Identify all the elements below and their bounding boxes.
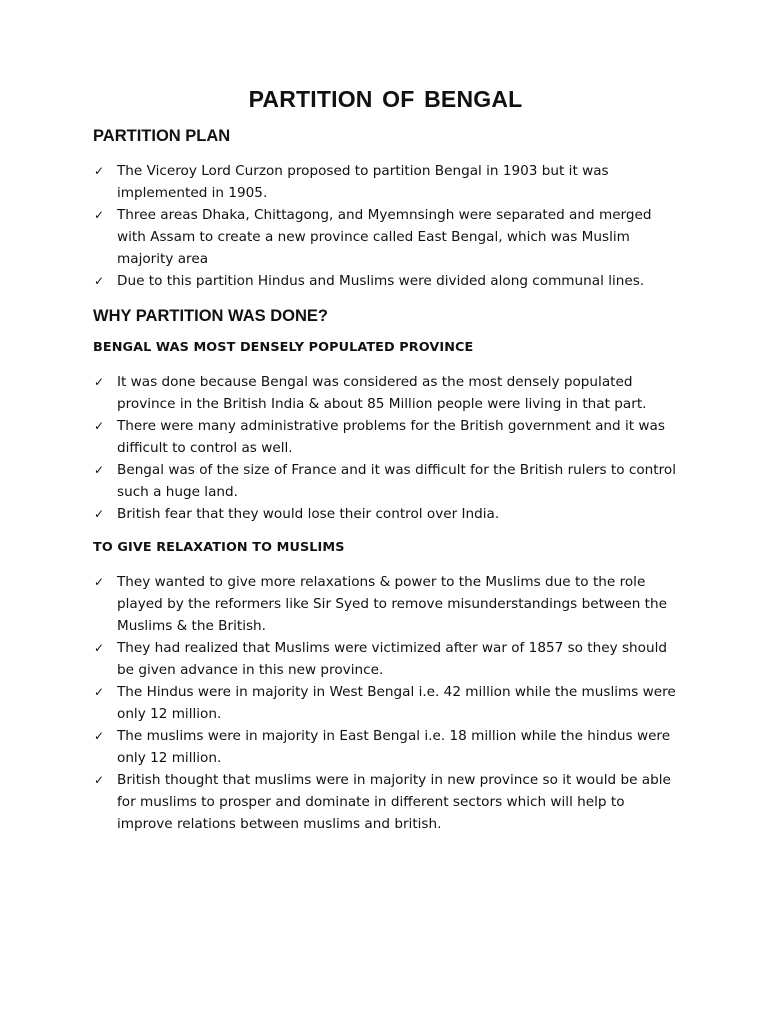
list-item: ✓ The Hindus were in majority in West Bengal i.e. 42 million while the muslims were only 12 million. <box>93 681 678 725</box>
section-heading-why-partition: WHY PARTITION WAS DONE? <box>93 307 328 325</box>
check-mark-icon: ✓ <box>94 375 105 389</box>
check-mark-icon: ✓ <box>94 685 105 699</box>
list-item: ✓ Bengal was of the size of France and it was difficult for the British rulers to control such a huge land. <box>93 459 678 503</box>
section-heading-partition-plan: PARTITION PLAN <box>93 127 231 145</box>
list-item: ✓ The muslims were in majority in East Bengal i.e. 18 million while the hindus were only 12 million. <box>93 725 678 769</box>
list-item: ✓ Due to this partition Hindus and Muslims were divided along communal lines. <box>93 270 678 292</box>
document-title: PARTITION OF BENGAL <box>248 86 523 112</box>
list-item: ✓ There were many administrative problems for the British government and it was difficult to control as well. <box>93 415 678 459</box>
list-item: ✓ British fear that they would lose their control over India. <box>93 503 678 525</box>
relaxation-muslims-list <box>93 571 678 835</box>
list-item: ✓ Three areas Dhaka, Chittagong, and Myemnsingh were separated and merged with Assam to create a new province called East Bengal, which was Muslim majority area <box>93 204 678 270</box>
check-mark-icon: ✓ <box>94 507 105 521</box>
check-mark-icon: ✓ <box>94 729 105 743</box>
partition-plan-list <box>93 160 678 292</box>
list-item: ✓ They wanted to give more relaxations & power to the Muslims due to the role played by the reformers like Sir Syed to remove misunderstandings between the Muslims & the British. <box>93 571 678 637</box>
check-mark-icon: ✓ <box>94 164 105 178</box>
check-mark-icon: ✓ <box>94 274 105 288</box>
check-mark-icon: ✓ <box>94 463 105 477</box>
list-item: ✓ It was done because Bengal was considered as the most densely populated province in the British India & about 85 Million people were living in that part. <box>93 371 678 415</box>
subsection-heading-densely-populated: BENGAL WAS MOST DENSELY POPULATED PROVINCE <box>93 340 474 355</box>
subsection-heading-relaxation-muslims: TO GIVE RELAXATION TO MUSLIMS <box>93 540 345 555</box>
check-mark-icon: ✓ <box>94 208 105 222</box>
check-mark-icon: ✓ <box>94 575 105 589</box>
list-item: ✓ They had realized that Muslims were victimized after war of 1857 so they should be given advance in this new province. <box>93 637 678 681</box>
list-item: ✓ The Viceroy Lord Curzon proposed to partition Bengal in 1903 but it was implemented in 1905. <box>93 160 678 204</box>
list-item: ✓ British thought that muslims were in majority in new province so it would be able for muslims to prosper and dominate in different sectors which will help to improve relations between muslims and british. <box>93 769 678 835</box>
check-mark-icon: ✓ <box>94 419 105 433</box>
check-mark-icon: ✓ <box>94 641 105 655</box>
densely-populated-list <box>93 371 678 525</box>
check-mark-icon: ✓ <box>94 773 105 787</box>
